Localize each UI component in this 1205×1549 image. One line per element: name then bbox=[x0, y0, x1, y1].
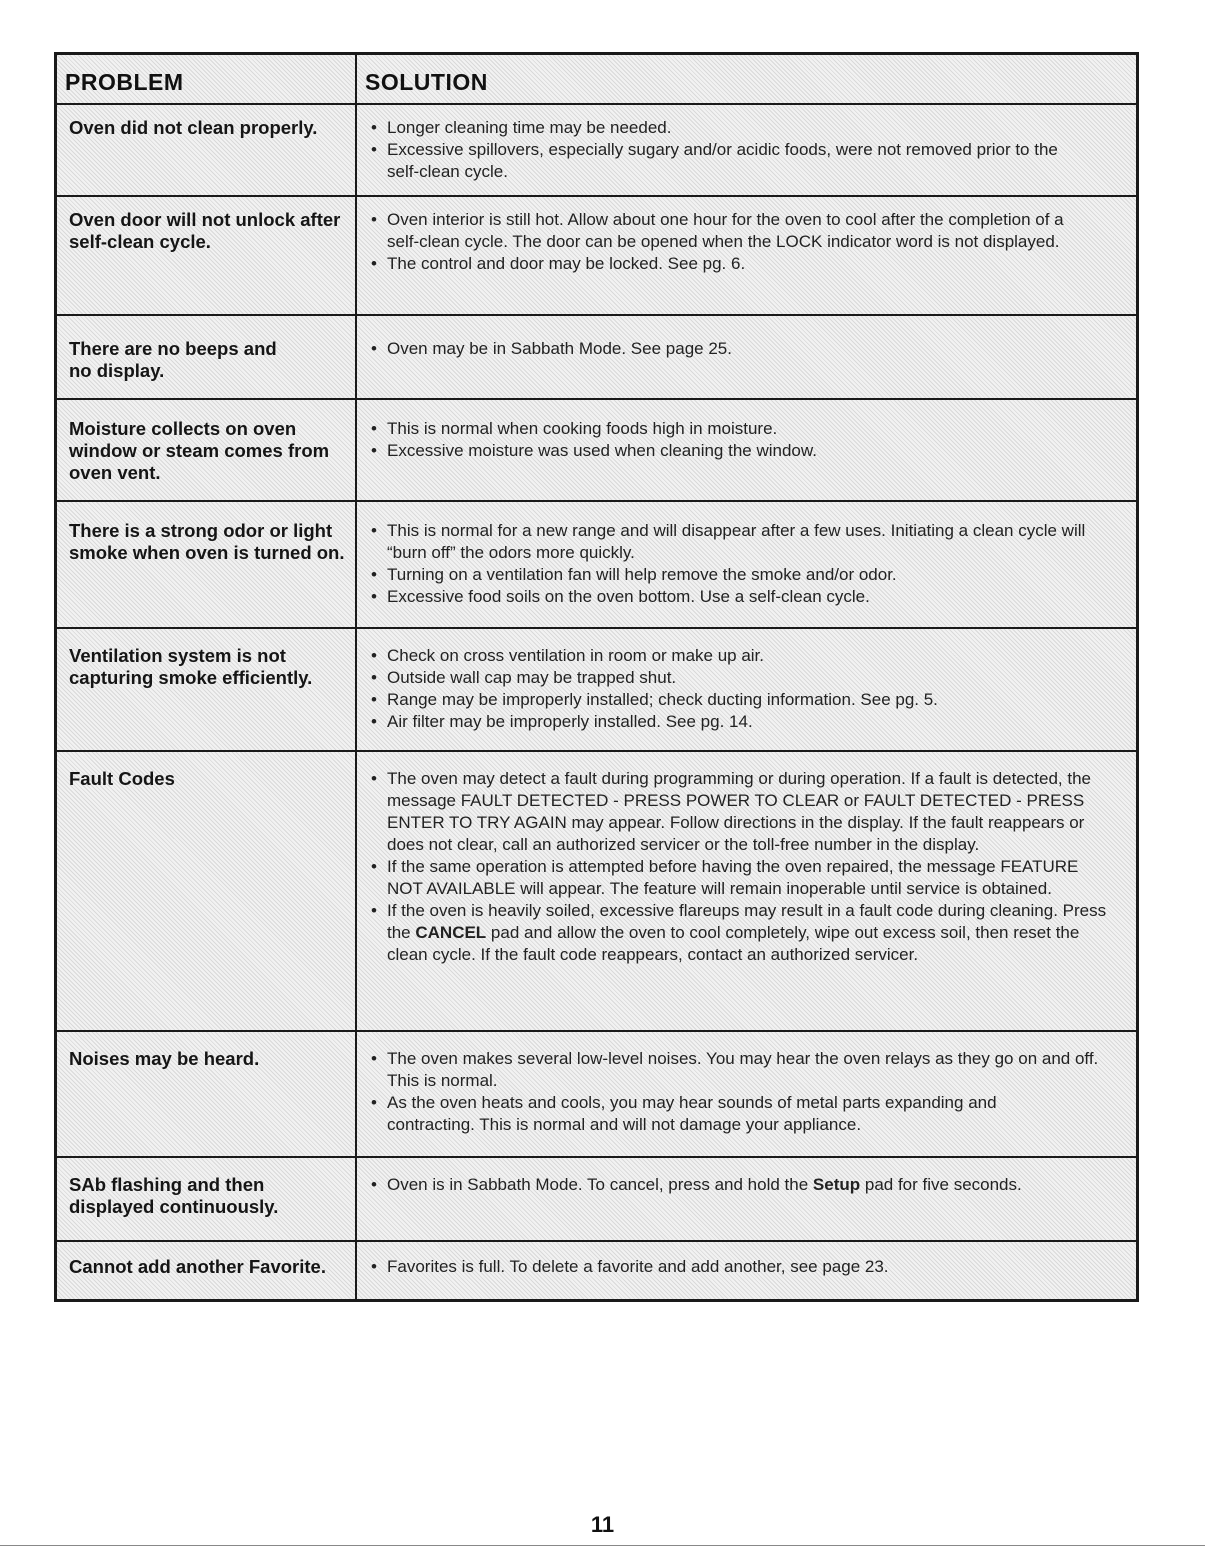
problem-text: There is a strong odor or light smoke when oven is turned on. bbox=[69, 520, 345, 563]
solution-item: • Air filter may be improperly installed. See pg. 14. bbox=[367, 711, 1124, 733]
solution-list bbox=[367, 1048, 1124, 1136]
solution-text: Oven is in Sabbath Mode. To cancel, press and hold the bbox=[387, 1175, 813, 1194]
table-row bbox=[57, 398, 1136, 500]
table-row bbox=[57, 1030, 1136, 1156]
problem-text: Cannot add another Favorite. bbox=[69, 1256, 326, 1277]
solution-list bbox=[367, 338, 1124, 360]
problem-text: Oven door will not unlock after self-clean cycle. bbox=[69, 209, 341, 252]
solution-item bbox=[367, 1174, 1124, 1196]
solution-item: • Excessive food soils on the oven bottom. Use a self-clean cycle. bbox=[367, 586, 1124, 608]
cancel-pad-label: CANCEL bbox=[415, 923, 487, 942]
solution-list bbox=[367, 418, 1124, 462]
problem-text: Ventilation system is not capturing smoke efficiently. bbox=[69, 645, 313, 688]
problem-text: Moisture collects on oven window or steam comes from oven vent. bbox=[69, 418, 330, 483]
solution-item: • The oven makes several low-level noises. You may hear the oven relays as they go on and off. This is normal. bbox=[367, 1048, 1107, 1092]
bottom-rule bbox=[0, 1545, 1205, 1546]
table-row bbox=[57, 1156, 1136, 1240]
solution-list bbox=[367, 209, 1124, 275]
solution-list bbox=[367, 117, 1124, 183]
problem-column-header: PROBLEM bbox=[57, 55, 357, 103]
solution-item: • Range may be improperly installed; check ducting information. See pg. 5. bbox=[367, 689, 1124, 711]
problem-text: SAb flashing and then displayed continuously. bbox=[69, 1174, 279, 1217]
solution-list bbox=[367, 768, 1124, 966]
solution-text: pad for five seconds. bbox=[860, 1175, 1022, 1194]
solution-item bbox=[367, 900, 1122, 966]
solution-item: • Turning on a ventilation fan will help remove the smoke and/or odor. bbox=[367, 564, 1124, 586]
solution-item: • Check on cross ventilation in room or make up air. bbox=[367, 645, 1124, 667]
solution-list bbox=[367, 645, 1124, 733]
solution-item: • Longer cleaning time may be needed. bbox=[367, 117, 1124, 139]
solution-item: • As the oven heats and cools, you may hear sounds of metal parts expanding and contracting. This is normal and will not damage your appliance. bbox=[367, 1092, 1087, 1136]
solution-item: • The control and door may be locked. See pg. 6. bbox=[367, 253, 1124, 275]
solution-text: pad and allow the oven to cool completely, wipe out excess soil, then reset the clean cycle. If the fault code reappears, contact an authorized servicer. bbox=[387, 923, 1080, 964]
solution-list bbox=[367, 520, 1124, 608]
solution-item: • Oven may be in Sabbath Mode. See page 25. bbox=[367, 338, 1124, 360]
table-header bbox=[57, 55, 1136, 103]
solution-item: • Excessive spillovers, especially sugary and/or acidic foods, were not removed prior to the self-clean cycle. bbox=[367, 139, 1087, 183]
table-row bbox=[57, 750, 1136, 1030]
solution-item: • If the same operation is attempted before having the oven repaired, the message FEATURE NOT AVAILABLE will appear. The feature will remain inoperable until service is obtained. bbox=[367, 856, 1107, 900]
solution-item: • Outside wall cap may be trapped shut. bbox=[367, 667, 1124, 689]
page-number: 11 bbox=[590, 1512, 615, 1537]
table-row bbox=[57, 500, 1136, 627]
problem-text: Noises may be heard. bbox=[69, 1048, 260, 1069]
troubleshooting-table bbox=[54, 52, 1139, 1302]
table-row bbox=[57, 195, 1136, 314]
solution-column-header: SOLUTION bbox=[365, 69, 488, 95]
setup-pad-label: Setup bbox=[812, 1175, 861, 1194]
problem-text: Oven did not clean properly. bbox=[69, 117, 318, 138]
solution-item: • This is normal when cooking foods high in moisture. bbox=[367, 418, 1124, 440]
solution-item: • The oven may detect a fault during programming or during operation. If a fault is detected, the message FAULT DETECTED - PRESS POWER TO CLEAR or FAULT DETECTED - PRESS ENTER TO TRY AGAIN may appear. Follow directions in the display. If the fault reappears or does not clear, call an authorized servicer or the toll-free number in the display. bbox=[367, 768, 1122, 856]
table-row bbox=[57, 314, 1136, 398]
solution-list bbox=[367, 1256, 1124, 1278]
solution-item: • Excessive moisture was used when cleaning the window. bbox=[367, 440, 1124, 462]
problem-text: Fault Codes bbox=[69, 768, 175, 789]
solution-text: If the oven is heavily soiled, excessive flareups may result in a fault code during cleaning. Press the bbox=[387, 901, 1107, 942]
table-row bbox=[57, 103, 1136, 195]
table-row bbox=[57, 627, 1136, 750]
solution-item: • This is normal for a new range and will disappear after a few uses. Initiating a clean cycle will “burn off” the odors more quickly. bbox=[367, 520, 1097, 564]
table-row bbox=[57, 1240, 1136, 1299]
solution-item: • Favorites is full. To delete a favorite and add another, see page 23. bbox=[367, 1256, 1124, 1278]
solution-list bbox=[367, 1174, 1124, 1196]
problem-text: There are no beeps and no display. bbox=[69, 338, 277, 381]
solution-item: • Oven interior is still hot. Allow about one hour for the oven to cool after the completion of a self-clean cycle. The door can be opened when the LOCK indicator word is not displayed. bbox=[367, 209, 1077, 253]
